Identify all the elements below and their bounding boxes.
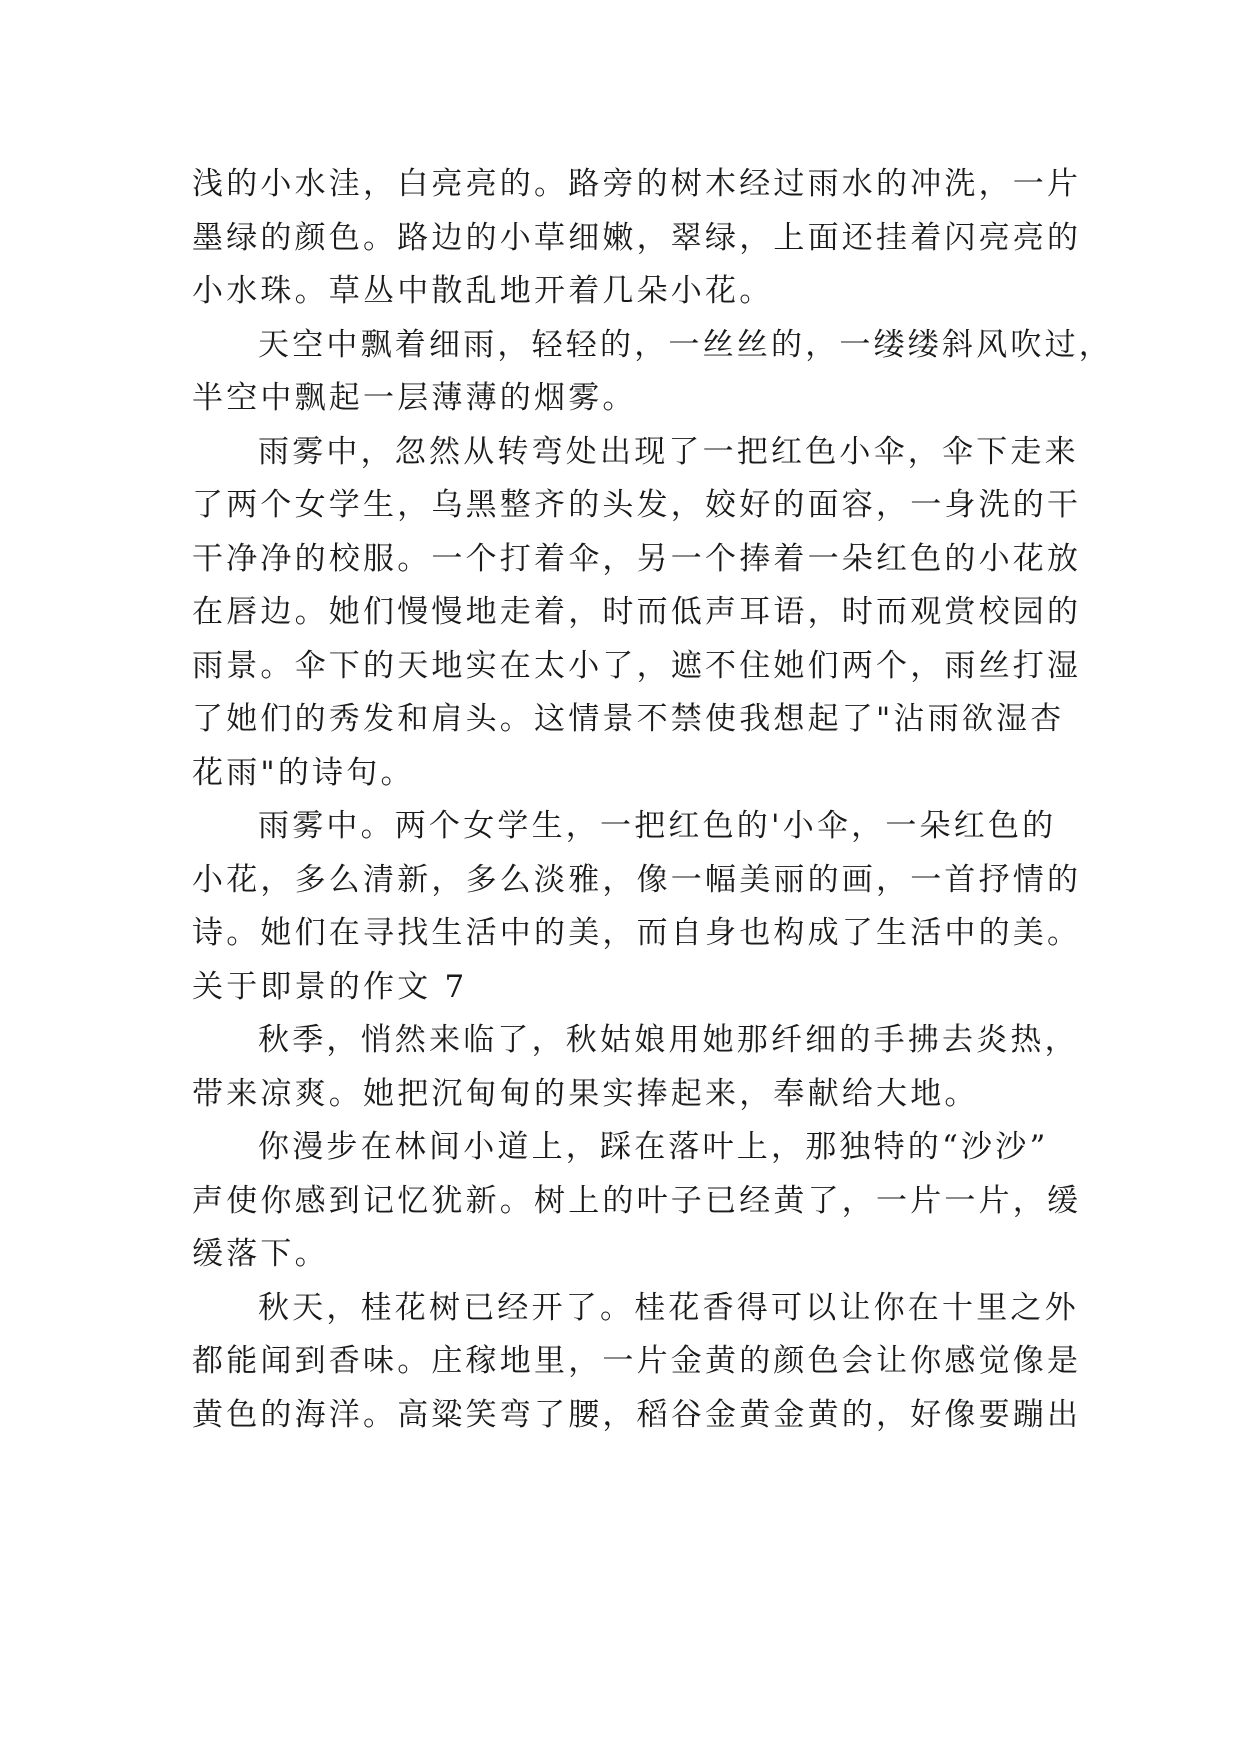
text-line: 缓落下。	[192, 1236, 329, 1272]
text-line: 你漫步在林间小道上，踩在落叶上，那独特的“沙沙”	[258, 1129, 1049, 1165]
text-line: 半空中飘起一层薄薄的烟雾。	[192, 380, 637, 416]
text-line: 雨景。伞下的天地实在太小了，遮不住她们两个，雨丝打湿	[192, 647, 1082, 684]
text-line: 了她们的秀发和肩头。这情景不禁使我想起了"沾雨欲湿杏	[192, 701, 1065, 737]
text-line: 诗。她们在寻找生活中的美，而自身也构成了生活中的美。	[192, 915, 1082, 951]
text-line: 黄色的海洋。高粱笑弯了腰，稻谷金黄金黄的，好像要蹦出	[192, 1396, 1082, 1433]
text-line: 小水珠。草丛中散乱地开着几朵小花。	[192, 273, 774, 309]
text-line: 雨雾中，忽然从转弯处出现了一把红色小伞，伞下走来	[258, 433, 1079, 470]
text-line: 小花，多么清新，多么淡雅，像一幅美丽的画，一首抒情的	[192, 861, 1082, 898]
text-line: 了两个女学生，乌黑整齐的头发，姣好的面容，一身洗的干	[192, 487, 1082, 523]
text-line: 都能闻到香味。庄稼地里，一片金黄的颜色会让你感觉像是	[192, 1343, 1082, 1379]
text-line: 雨雾中。两个女学生，一把红色的'小伞，一朵红色的	[258, 808, 1057, 844]
text-line: 天空中飘着细雨，轻轻的，一丝丝的，一缕缕斜风吹过，	[258, 326, 1113, 363]
text-line: 秋季，悄然来临了，秋姑娘用她那纤细的手拂去炎热，	[258, 1022, 1079, 1058]
text-line: 声使你感到记忆犹新。树上的叶子已经黄了，一片一片，缓	[192, 1182, 1082, 1219]
text-line: 花雨"的诗句。	[192, 754, 415, 791]
text-line: 干净净的校服。一个打着伞，另一个捧着一朵红色的小花放	[192, 540, 1082, 577]
document-body	[192, 158, 1113, 1442]
text-line: 浅的小水洼，白亮亮的。路旁的树木经过雨水的冲洗，一片	[192, 166, 1082, 202]
text-line: 秋天，桂花树已经开了。桂花香得可以让你在十里之外	[258, 1289, 1079, 1326]
text-line: 带来凉爽。她把沉甸甸的果实捧起来，奉献给大地。	[192, 1075, 979, 1112]
text-line: 在唇边。她们慢慢地走着，时而低声耳语，时而观赏校园的	[192, 594, 1082, 630]
text-line: 墨绿的颜色。路边的小草细嫩，翠绿，上面还挂着闪亮亮的	[192, 219, 1082, 256]
text-line: 关于即景的作文 7	[192, 968, 468, 1005]
